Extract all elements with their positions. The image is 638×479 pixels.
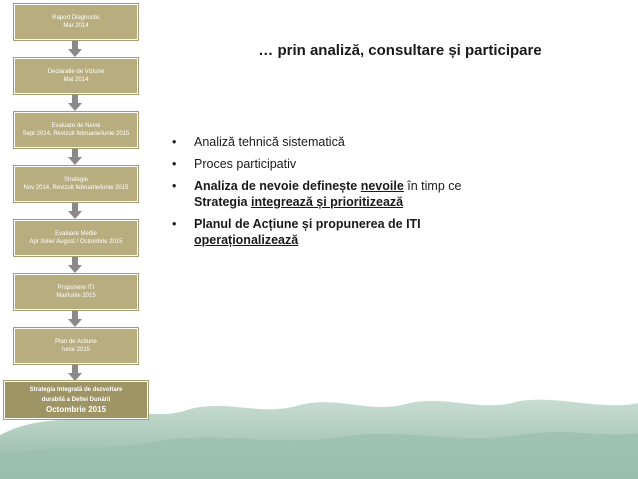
bullet-text-bold: Planul de Acțiune și propunerea de ITI	[194, 217, 421, 231]
flow-step-1	[14, 4, 138, 40]
process-flow	[0, 0, 160, 430]
step-date: Iunie 2015	[61, 347, 91, 353]
bullet-item-3	[170, 178, 590, 210]
step-title: Evaluare de Nevoi	[51, 123, 101, 129]
step-title: Raport Diagnostic	[52, 15, 100, 21]
step-date: Sept 2014, Revizuit februarie/iunie 2015	[22, 131, 130, 137]
step-title: Evaluare Medie	[55, 231, 97, 237]
arrow-down-icon	[68, 365, 82, 381]
arrow-down-icon	[68, 257, 82, 273]
bullet-item-4	[170, 216, 590, 248]
final-date: Octombrie 2015	[45, 405, 107, 414]
bullet-icon: •	[172, 157, 177, 171]
arrow-down-icon	[68, 203, 82, 219]
bullet-text: Proces participativ	[194, 157, 297, 171]
step-title: Propunere ITI	[57, 285, 95, 291]
slide-title: … prin analiză, consultare și participare	[258, 42, 542, 59]
arrow-down-icon	[68, 41, 82, 57]
arrow-down-icon	[68, 149, 82, 165]
flow-step-6	[14, 274, 138, 310]
arrow-down-icon	[68, 311, 82, 327]
bullet-text-bold: Strategia	[194, 195, 251, 209]
bullet-text-underlined: nevoile	[360, 179, 404, 193]
bullet-list	[170, 134, 590, 254]
bullet-text: Analiză tehnică sistematică	[194, 135, 345, 149]
step-date: Apr /Iulie/ August / Octombrie 2015	[29, 239, 123, 245]
bullet-icon: •	[172, 179, 177, 193]
flow-step-3	[14, 112, 138, 148]
bullet-text-underlined: operaționalizează	[194, 233, 299, 247]
bullet-icon: •	[172, 217, 177, 231]
step-date: Nov 2014, Revizuit februarie/iunie 2015	[23, 185, 129, 191]
bullet-item-1	[170, 134, 590, 150]
step-title: Strategie	[63, 177, 88, 183]
bullet-text-underlined: integrează și prioritizează	[250, 195, 404, 209]
step-date: Mai/Iunie 2015	[56, 293, 96, 299]
flow-step-7	[14, 328, 138, 364]
flow-step-2	[14, 58, 138, 94]
flow-step-5	[14, 220, 138, 256]
step-date: Mar 2014	[63, 23, 89, 29]
arrow-down-icon	[68, 95, 82, 111]
bullet-text-bold: Analiza de nevoie definește	[194, 179, 361, 193]
final-subtitle: durabilă a Deltei Dunării	[41, 397, 111, 403]
bullet-item-2	[170, 156, 590, 172]
final-title: Strategia Integrată de dezvoltare	[29, 387, 123, 393]
step-date: Mai 2014	[63, 77, 89, 83]
flow-step-4	[14, 166, 138, 202]
step-title: Declaratie de Viziune	[47, 69, 105, 75]
flow-final-strategy	[4, 381, 148, 419]
step-title: Plan de Actiune	[55, 339, 97, 345]
bullet-text-normal: în timp ce	[403, 179, 462, 193]
bullet-icon: •	[172, 135, 177, 149]
